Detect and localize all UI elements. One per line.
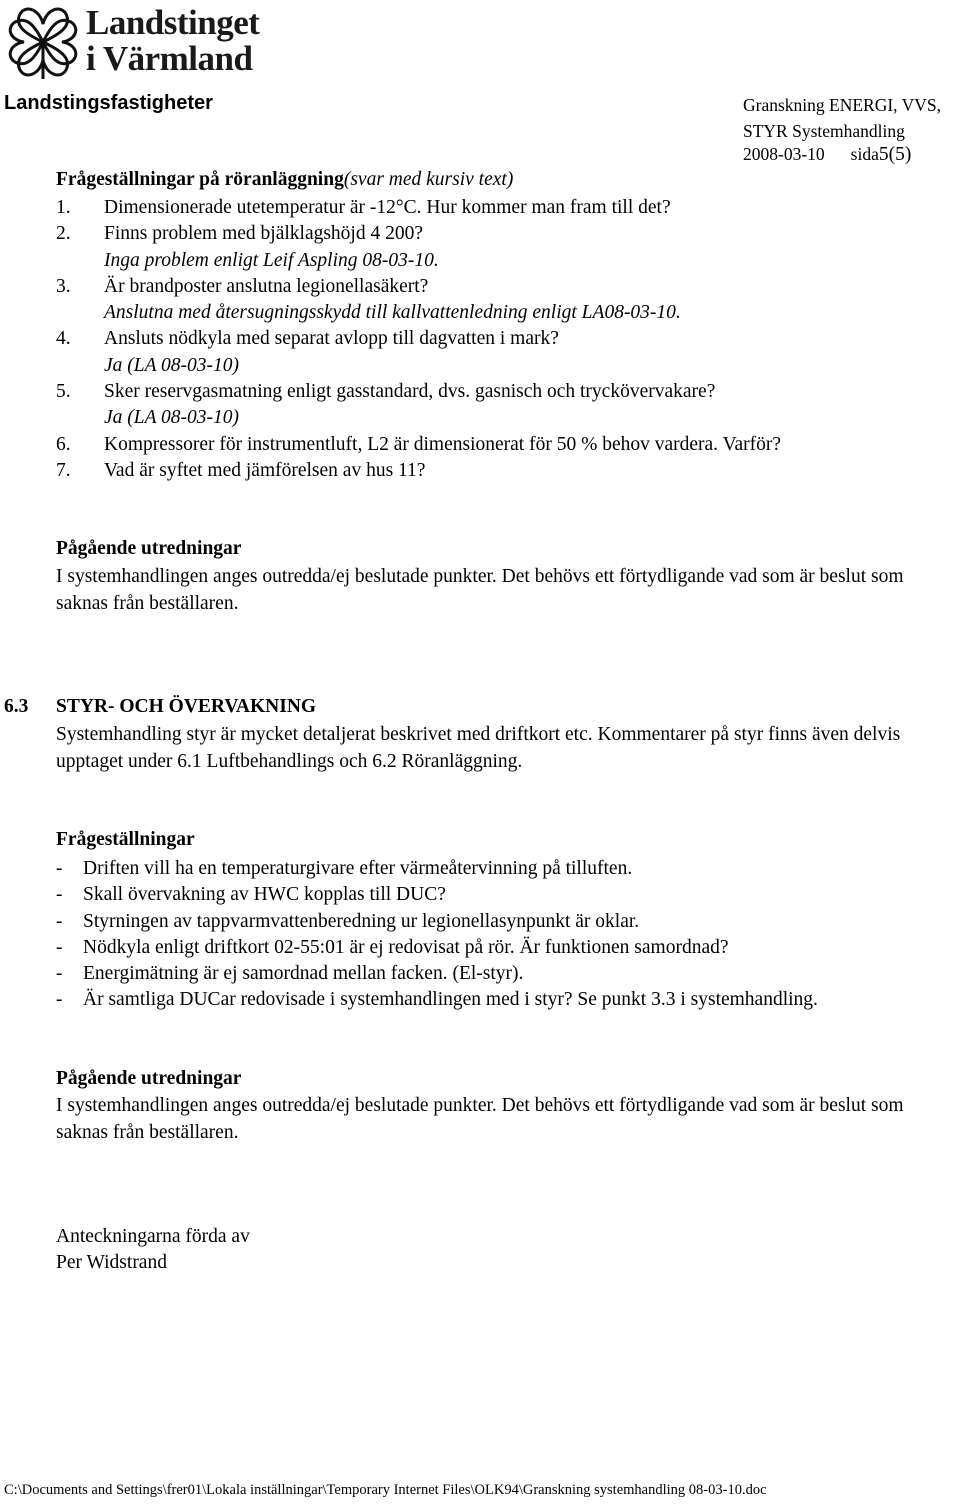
signature-line-1: Anteckningarna förda av [56,1226,250,1247]
signature-name: Per Widstrand [56,1252,167,1273]
pagaende-text-2: I systemhandlingen anges outredda/ej beslutade punkter. Det behövs ett förtydligande vad som är beslut som saknas från beställaren. [56,1095,904,1143]
list-item [56,326,781,379]
date-page-line [743,141,911,168]
item-answer: Inga problem enligt Leif Aspling 08-03-10. [104,249,439,271]
item-question: Är brandposter anslutna legionellasäkert? [104,275,429,297]
item-answer: Ja (LA 08-03-10) [104,407,240,429]
list-item [56,458,781,484]
fragor-list [56,856,818,1014]
item-text: Driften vill ha en temperaturgivare efter värmeåtervinning på tilluften. [83,858,633,879]
list-item [56,379,781,432]
ror-questions-list [56,195,781,484]
list-item [56,882,818,908]
clover-leaf-logo-icon [6,4,80,80]
item-number: 2. [56,223,71,245]
item-question: Dimensionerade utetemperatur är -12°C. Hur kommer man fram till det? [104,197,671,218]
item-number: 6. [56,433,71,455]
item-answer: Anslutna med återsugningsskydd till kallvattenledning enligt LA08-03-10. [104,302,681,324]
item-text: Skall övervakning av HWC kopplas till DUC? [83,884,446,906]
item-question: Kompressorer för instrumentluft, L2 är dimensionerat för 50 % behov vardera. Varför? [104,433,782,455]
page-label: sida [850,144,879,164]
fragor-heading: Frågeställningar [56,829,195,850]
dash-bullet: - [56,910,63,932]
item-question: Ansluts nödkyla med separat avlopp till dagvatten i mark? [104,328,559,350]
dash-bullet: - [56,989,63,1011]
item-number: 4. [56,328,71,350]
item-text: Energimätning är ej samordnad mellan facken. (El-styr). [83,963,524,985]
item-text: Styrningen av tappvarmvattenberedning ur legionellasynpunkt är oklar. [83,910,640,932]
list-item [56,432,781,458]
doc-date: 2008-03-10 [743,144,825,164]
ror-questions-heading [56,167,513,193]
item-text: Är samtliga DUCar redovisade i systemhandlingen med i styr? Se punkt 3.3 i systemhandling. [83,989,818,1011]
item-text: Nödkyla enligt driftkort 02-55:01 är ej redovisat på rör. Är funktionen samordnad? [83,936,729,958]
item-question: Finns problem med bjälklagshöjd 4 200? [104,223,424,245]
doc-title-line-1: Granskning ENERGI, VVS, [743,95,942,115]
list-item [56,909,818,935]
pagaende-text-1: I systemhandlingen anges outredda/ej beslutade punkter. Det behövs ett förtydligande vad som är beslut som saknas från beställaren. [56,566,904,614]
doc-title-line-2: STYR Systemhandling [743,121,905,141]
item-number: 1. [56,197,71,218]
page-number: 5(5) [878,144,912,165]
item-number: 7. [56,459,71,481]
section-title: STYR- OCH ÖVERVAKNING [56,696,317,717]
list-item [56,987,818,1013]
list-item [56,195,781,221]
item-question: Sker reservgasmatning enligt gasstandard, dvs. gasnisch och tryckövervakare? [104,381,716,403]
item-question: Vad är syftet med jämförelsen av hus 11? [104,459,426,481]
section-text: Systemhandling styr är mycket detaljerat beskrivet med driftkort etc. Kommentarer på styr finns även delvis upptaget under 6.1 Luftbehandlings och 6.2 Röranläggning. [56,724,901,772]
list-item [56,856,818,882]
list-item [56,221,781,274]
ror-questions-note: (svar med kursiv text) [343,169,514,190]
dash-bullet: - [56,963,63,985]
item-number: 5. [56,381,71,403]
section-number: 6.3 [4,696,29,717]
item-answer: Ja (LA 08-03-10) [104,354,240,376]
ror-questions-title: Frågeställningar på röranläggning [56,169,344,190]
item-number: 3. [56,275,71,297]
logo-line-1: Landstinget [86,3,260,42]
list-item [56,961,818,987]
logo-line-2: i Värmland [86,39,253,78]
file-path-footer: C:\Documents and Settings\frer01\Lokala inställningar\Temporary Internet Files\OLK94\Granskning systemhandling 08-03-10.doc [4,1482,767,1498]
pagaende-heading-1: Pågående utredningar [56,538,242,559]
dash-bullet: - [56,858,63,879]
pagaende-heading-2: Pågående utredningar [56,1068,242,1089]
dash-bullet: - [56,936,63,958]
landstinget-logo [6,4,326,80]
org-name: Landstingsfastigheter [4,92,213,114]
list-item [56,274,781,327]
dash-bullet: - [56,884,63,906]
list-item [56,935,818,961]
